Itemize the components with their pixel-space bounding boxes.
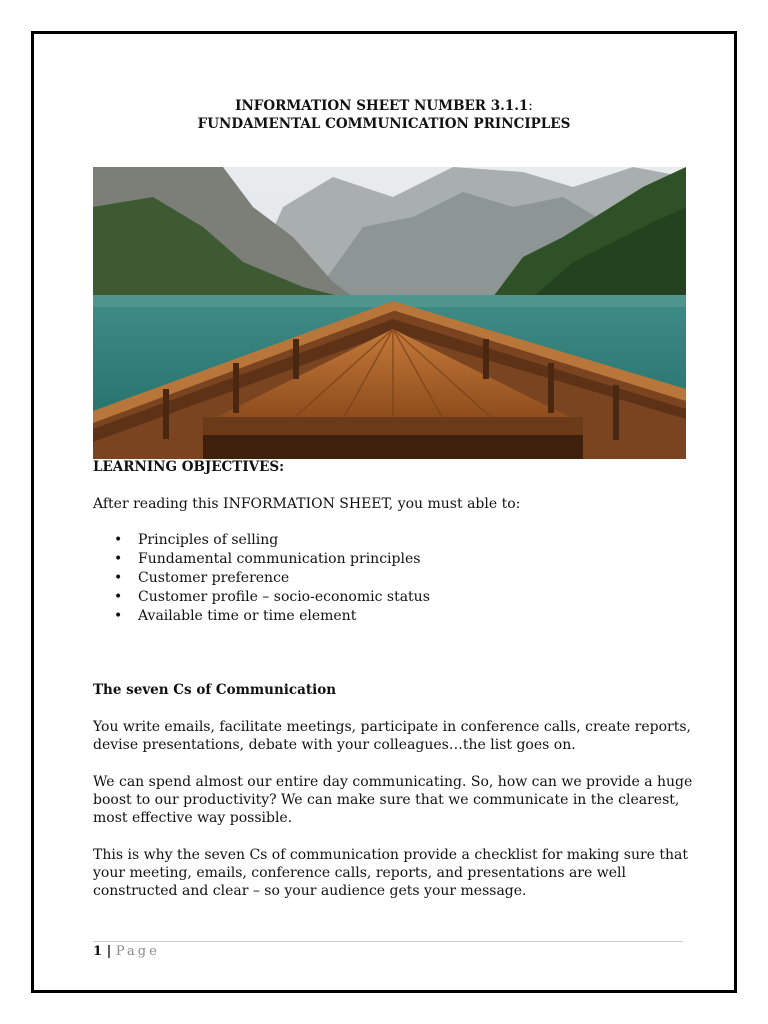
page-footer [93, 944, 160, 959]
footer-separator: | [102, 944, 116, 959]
list-item: • Fundamental communication principles [114, 550, 430, 569]
objectives-list [114, 531, 430, 626]
page-frame [31, 31, 737, 993]
paragraph-3: This is why the seven Cs of communication provide a checklist for making sure that your meeting, emails, conference calls, reports, and presentations are well constructed and clear – so your audience gets your message. [93, 847, 689, 899]
paragraph-2: We can spend almost our entire day communicating. So, how can we provide a huge boost to our productivity? We can make sure that we communicate in the clearest, most effective way possible. [93, 774, 693, 826]
title-line-2: FUNDAMENTAL COMMUNICATION PRINCIPLES [197, 116, 571, 132]
page-number: 1 [93, 944, 103, 959]
boat-on-lake-photo [93, 167, 686, 459]
list-item: • Principles of selling [114, 531, 430, 550]
learning-objectives-heading: LEARNING OBJECTIVES: [93, 459, 285, 475]
paragraph-1: You write emails, facilitate meetings, participate in conference calls, create reports, devise presentations, debate with your colleagues…the list goes on. [93, 719, 691, 753]
section-heading: The seven Cs of Communication [93, 682, 337, 698]
list-item: • Customer preference [114, 569, 430, 588]
page-label: Page [115, 944, 160, 959]
objectives-intro: After reading this INFORMATION SHEET, you must able to: [93, 496, 521, 512]
list-item: • Available time or time element [114, 607, 430, 626]
title-line-1: INFORMATION SHEET NUMBER 3.1.1 [235, 98, 529, 114]
page-title [34, 97, 734, 133]
list-item: • Customer profile – socio-economic status [114, 588, 430, 607]
title-colon: : [528, 98, 533, 114]
footer-divider [93, 941, 683, 942]
